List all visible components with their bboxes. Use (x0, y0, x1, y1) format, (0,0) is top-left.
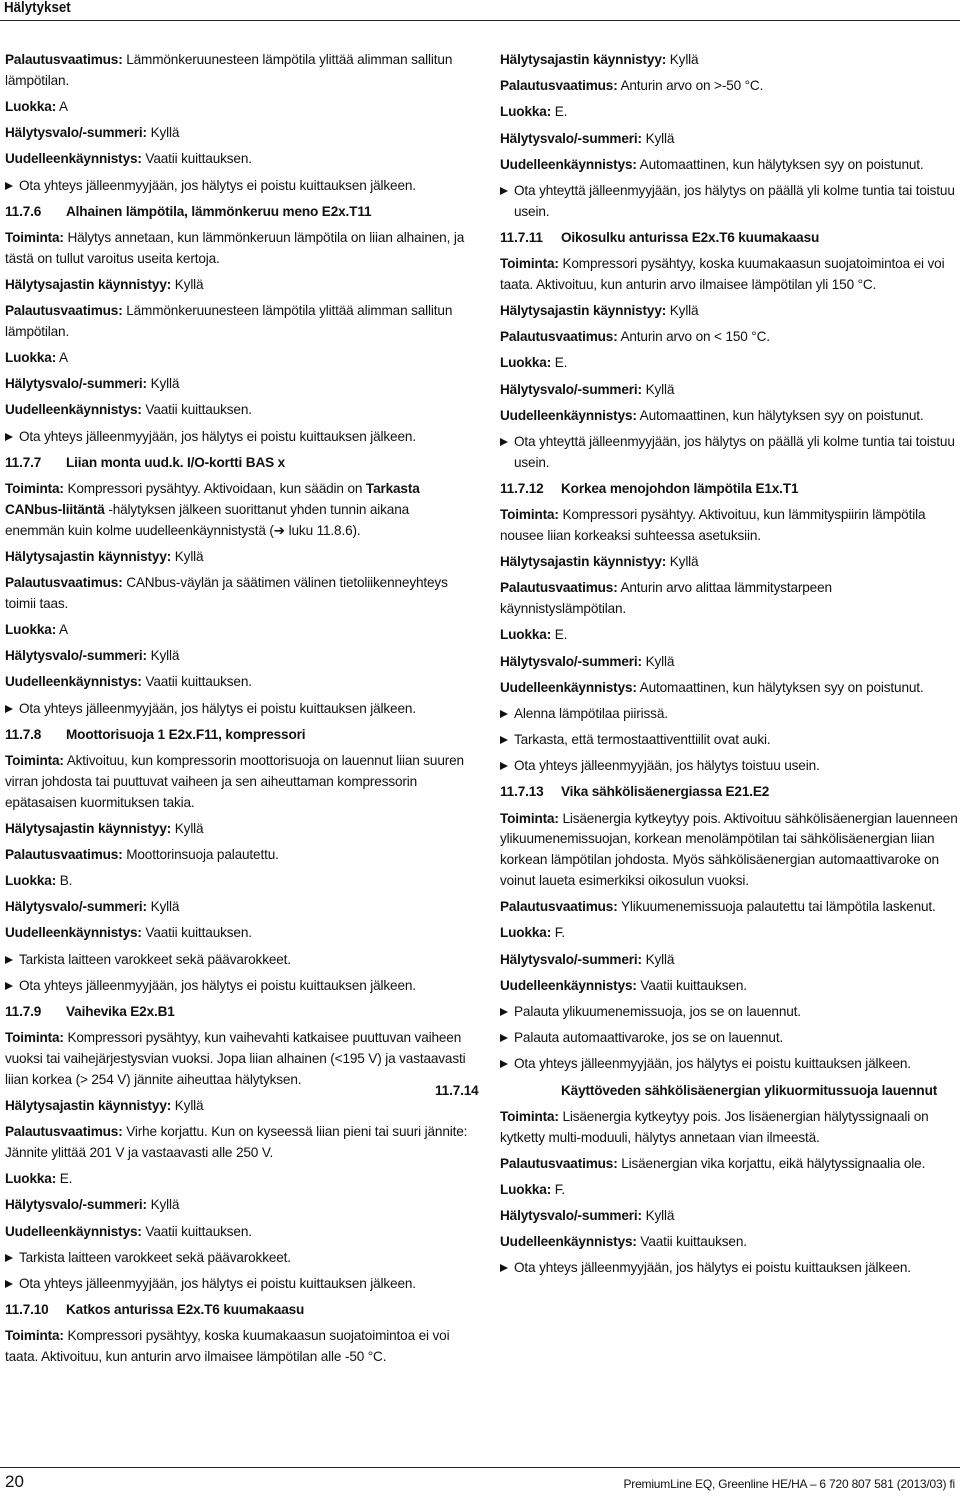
field-value: Kyllä (645, 1208, 675, 1224)
bullet-item: Ota yhteyttä jälleenmyyjään, jos hälytys on päällä yli kolme tuntia tai toistuu usein. (500, 181, 958, 223)
field-value: Vaatii kuittauksen. (640, 977, 747, 993)
paragraph (500, 678, 958, 699)
paragraph (500, 1206, 958, 1227)
footer-divider (0, 1467, 960, 1468)
field-value: Moottorinsuoja palautettu. (126, 846, 279, 862)
field-value: Lämmönkeruunesteen lämpötila ylittää alimman sallitun lämpötilan. (5, 303, 453, 339)
section-heading (500, 782, 958, 803)
field-label: Toiminta: (5, 752, 64, 768)
field-value: Vaatii kuittauksen. (640, 1234, 747, 1250)
paragraph (5, 1222, 468, 1243)
field-value: B. (59, 873, 73, 889)
field-value: Kyllä (645, 130, 675, 146)
field-value: Vaatii kuittauksen. (145, 674, 252, 690)
bullet-item: Tarkista laitteen varokkeet sekä päävarokkeet. (5, 950, 468, 971)
field-label: Palautusvaatimus: (5, 846, 123, 862)
bullet-item: Ota yhteys jälleenmyyjään, jos hälytys ei poistu kuittauksen jälkeen. (5, 976, 468, 997)
field-value: Kyllä (669, 303, 699, 319)
field-value: F. (554, 925, 565, 941)
field-value: Anturin arvo on < 150 °C. (620, 329, 770, 345)
field-label: Luokka: (5, 873, 57, 889)
paragraph (5, 897, 468, 918)
field-label: Hälytysajastin käynnistyy: (500, 52, 667, 67)
field-value: A (58, 621, 68, 637)
bullet-item: Ota yhteys jälleenmyyjään, jos hälytys ei poistu kuittauksen jälkeen. (5, 699, 468, 720)
paragraph (5, 348, 468, 369)
field-label: Toiminta: (500, 810, 559, 826)
paragraph (5, 751, 468, 813)
bullet-item: Ota yhteys jälleenmyyjään, jos hälytys ei poistu kuittauksen jälkeen. (500, 1054, 958, 1075)
field-value: Kyllä (174, 820, 204, 836)
paragraph (500, 155, 958, 176)
paragraph (5, 646, 468, 667)
paragraph (5, 547, 468, 568)
paragraph (500, 129, 958, 150)
paragraph (500, 976, 958, 997)
field-value: E. (554, 627, 568, 643)
header-title: Hälytykset (4, 0, 71, 16)
field-value: Kyllä (669, 554, 699, 570)
field-label: Hälytysvalo/-summeri: (5, 899, 147, 915)
section-number: 11.7.10 (5, 1302, 49, 1318)
paragraph (500, 1180, 958, 1201)
field-label: Hälytysvalo/-summeri: (500, 1208, 642, 1224)
field-label: Palautusvaatimus: (500, 899, 618, 915)
paragraph (5, 50, 468, 92)
field-value: Kyllä (150, 648, 180, 664)
paragraph (500, 505, 958, 547)
field-label: Hälytysajastin käynnistyy: (5, 1097, 172, 1113)
field-value: Anturin arvo on >-50 °C. (620, 78, 764, 94)
field-label: Palautusvaatimus: (5, 303, 123, 319)
field-value: Vaatii kuittauksen. (145, 402, 252, 418)
field-label: Uudelleenkäynnistys: (500, 407, 637, 423)
section-heading (5, 725, 468, 746)
field-label: Hälytysvalo/-summeri: (5, 1197, 147, 1213)
field-label: Luokka: (5, 98, 57, 114)
section-heading (500, 228, 958, 249)
field-value: Lämmönkeruunesteen lämpötila ylittää alimman sallitun lämpötilan. (5, 52, 453, 88)
bullet-item: Ota yhteys jälleenmyyjään, jos hälytys toistuu usein. (500, 756, 958, 777)
field-label: Toiminta: (500, 1108, 559, 1124)
bullet-item: Ota yhteyttä jälleenmyyjään, jos hälytys on päällä yli kolme tuntia tai toistuu usein. (500, 432, 958, 474)
section-number: 11.7.7 (5, 454, 42, 470)
paragraph (500, 406, 958, 427)
field-value: Kyllä (150, 376, 180, 392)
field-value: Anturin arvo alittaa lämmitystarpeen käynnistyslämpötilan. (500, 580, 832, 617)
section-heading (5, 1300, 468, 1321)
field-label: Hälytysvalo/-summeri: (5, 648, 147, 664)
right-column (435, 50, 958, 1285)
section-title: Katkos anturissa E2x.T6 kuumakaasu (66, 1302, 305, 1318)
field-label: Palautusvaatimus: (500, 580, 618, 596)
field-value: Kyllä (669, 52, 699, 67)
field-value: E. (59, 1171, 73, 1187)
field-value: E. (554, 104, 568, 120)
paragraph (5, 923, 468, 944)
section-heading (435, 1081, 958, 1102)
field-value: Automaattinen, kun hälytyksen syy on poistunut. (639, 407, 924, 423)
field-label: Uudelleenkäynnistys: (5, 925, 142, 941)
field-label: Luokka: (500, 627, 552, 643)
field-value: Kyllä (645, 951, 675, 967)
field-label: Uudelleenkäynnistys: (500, 156, 637, 172)
paragraph (5, 400, 468, 421)
paragraph (5, 479, 468, 541)
field-label: Hälytysvalo/-summeri: (5, 125, 147, 141)
field-value: Kyllä (174, 548, 204, 564)
paragraph (500, 76, 958, 97)
paragraph (500, 50, 958, 71)
field-label: Toiminta: (500, 256, 559, 272)
field-value: Kyllä (150, 125, 180, 141)
field-value: E. (554, 355, 568, 371)
section-title: Oikosulku anturissa E2x.T6 kuumakaasu (561, 229, 820, 245)
field-value: Aktivoituu, kun kompressorin moottorisuoja on lauennut liian suuren virran johdosta tai puuttuvat vaiheen ja sen aiheuttaman kompressorin epätasaisen kuormituksen takia. (5, 752, 464, 810)
paragraph (5, 374, 468, 395)
section-number: 11.7.12 (500, 481, 544, 497)
inline-bold-ref: Tarkasta CANbus-liitäntä (5, 481, 420, 517)
section-title: Moottorisuoja 1 E2x.F11, kompressori (66, 726, 306, 742)
paragraph (5, 573, 468, 615)
field-label: Uudelleenkäynnistys: (500, 977, 637, 993)
bullet-item: Alenna lämpötilaa piirissä. (500, 704, 958, 725)
field-label: Palautusvaatimus: (5, 574, 123, 590)
field-label: Hälytysvalo/-summeri: (5, 376, 147, 392)
field-value: A (58, 98, 68, 114)
paragraph (500, 578, 958, 620)
paragraph (5, 301, 468, 343)
field-label: Toiminta: (5, 1328, 64, 1344)
paragraph (5, 1326, 468, 1368)
field-value: Vaatii kuittauksen. (145, 1223, 252, 1239)
field-value: Vaatii kuittauksen. (145, 151, 252, 167)
field-label: Hälytysvalo/-summeri: (500, 130, 642, 146)
paragraph (500, 950, 958, 971)
left-column (5, 50, 468, 1373)
field-label: Hälytysajastin käynnistyy: (5, 548, 172, 564)
field-label: Luokka: (5, 1171, 57, 1187)
field-value: Vaatii kuittauksen. (145, 925, 252, 941)
field-label: Uudelleenkäynnistys: (500, 1234, 637, 1250)
section-title: Liian monta uud.k. I/O-kortti BAS x (66, 454, 286, 470)
field-label: Uudelleenkäynnistys: (5, 151, 142, 167)
field-label: Hälytysvalo/-summeri: (500, 951, 642, 967)
paragraph (5, 228, 468, 270)
field-value: -hälytyksen jälkeen suorittanut yhden tunnin aikana enemmän kuin kolme uudelleenkäynnistystä ( (5, 501, 410, 538)
field-value: Automaattinen, kun hälytyksen syy on poistunut. (639, 156, 924, 172)
section-number: 11.7.9 (5, 1004, 42, 1019)
field-label: Hälytysajastin käynnistyy: (5, 276, 172, 292)
section-title: Vaihevika E2x.B1 (66, 1004, 175, 1019)
field-label: Hälytysvalo/-summeri: (500, 381, 642, 397)
field-value: Aktivoidaan, kun säädin on (203, 481, 363, 497)
paragraph (5, 275, 468, 296)
bullet-item: Ota yhteys jälleenmyyjään, jos hälytys ei poistu kuittauksen jälkeen. (500, 1258, 958, 1279)
field-value: Kompressori pysähtyy, koska kuumakaasun suojatoimintoa ei voi taata. Aktivoituu, kun anturin arvo ilmaisee lämpötilan alle -50 °C. (5, 1328, 450, 1365)
page-header (0, 0, 960, 21)
field-label: Luokka: (5, 621, 57, 637)
bullet-item: Palauta automaattivaroke, jos se on lauennut. (500, 1028, 958, 1049)
field-value: Kompressori pysähtyy, koska kuumakaasun suojatoimintoa ei voi taata. Aktivoituu, kun anturin arvo ilmaisee lämpötilan yli 150 °C. (500, 256, 945, 292)
field-value: Kompressori pysähtyy, kun vaihevahti katkaisee puuttuvan vaiheen vuoksi tai vaihejärjestysvian vuoksi. Jopa liian alhainen (<195 V) ja vastaavasti liian korkea (> 254 V) jännite aiheuttaa hälytyksen. (5, 1030, 466, 1087)
field-value: Kyllä (645, 653, 675, 669)
field-label: Hälytysajastin käynnistyy: (500, 554, 667, 570)
bullet-item: Ota yhteys jälleenmyyjään, jos hälytys ei poistu kuittauksen jälkeen. (5, 427, 468, 448)
paragraph (500, 1232, 958, 1253)
bullet-item: Ota yhteys jälleenmyyjään, jos hälytys ei poistu kuittauksen jälkeen. (5, 176, 468, 197)
bullet-item: Tarkista laitteen varokkeet sekä päävarokkeet. (5, 1248, 468, 1269)
section-title: Vika sähkölisäenergiassa E21.E2 (561, 784, 770, 800)
field-label: Toiminta: (5, 229, 64, 245)
bullet-item: Tarkasta, että termostaattiventtiilit ovat auki. (500, 730, 958, 751)
paragraph (5, 845, 468, 866)
field-label: Palautusvaatimus: (500, 78, 618, 94)
field-value: Lisäenergian vika korjattu, eikä hälytyssignaalia ole. (621, 1155, 926, 1171)
paragraph (500, 652, 958, 673)
paragraph (500, 327, 958, 348)
paragraph (5, 1195, 468, 1216)
field-value: Automaattinen, kun hälytyksen syy on poistunut. (639, 679, 924, 695)
paragraph (500, 809, 958, 892)
field-label: Palautusvaatimus: (5, 52, 123, 67)
chapter-reference: luku 11.8.6). (288, 522, 361, 538)
field-label: Luokka: (500, 104, 552, 120)
section-number: 11.7.14 (435, 1082, 479, 1098)
field-label: Hälytysajastin käynnistyy: (500, 303, 667, 319)
field-value: Kyllä (174, 276, 204, 292)
field-value: Kyllä (150, 1197, 180, 1213)
field-value: Hälytys annetaan, kun lämmönkeruun lämpötila on liian alhainen, ja tästä on tullut varoitus useita kertoja. (5, 229, 465, 266)
paragraph (500, 1154, 958, 1175)
field-label: Uudelleenkäynnistys: (500, 679, 637, 695)
field-value: Lisäenergia kytkeytyy pois. Jos lisäenergian hälytyssignaali on kytketty multi-moduuli, hälytys annetaan vian ilmeestä. (500, 1108, 929, 1145)
field-label: Palautusvaatimus: (500, 329, 618, 345)
footer-document-id: PremiumLine EQ, Greenline HE/HA – 6 720 807 581 (2013/03) fi (623, 1477, 955, 1491)
bullet-item: Ota yhteys jälleenmyyjään, jos hälytys ei poistu kuittauksen jälkeen. (5, 1274, 468, 1295)
section-heading (5, 202, 468, 223)
paragraph (5, 672, 468, 693)
field-label: Uudelleenkäynnistys: (5, 674, 142, 690)
field-value: Kyllä (645, 381, 675, 397)
section-heading (5, 1002, 468, 1023)
paragraph (5, 620, 468, 641)
field-label: Hälytysajastin käynnistyy: (5, 820, 172, 836)
field-label: Luokka: (500, 355, 552, 371)
field-label: Hälytysvalo/-summeri: (500, 653, 642, 669)
section-title: Alhainen lämpötila, lämmönkeruu meno E2x.T11 (66, 203, 372, 219)
paragraph (500, 552, 958, 573)
paragraph (500, 923, 958, 944)
field-value: Lisäenergia kytkeytyy pois. Aktivoituu sähkölisäenergian lauenneen ylikuumenemissuojan, korkean menolämpötilan tai sähkölisäenergian liian korkean lämpötilan johdosta. Myös sähkölisäenergian automaattivaroke on voinut laueta esimerkiksi oikosulun vuoksi. (500, 810, 958, 889)
field-value: Kompressori pysähtyy. (67, 481, 201, 497)
section-number: 11.7.13 (500, 784, 544, 800)
page-number: 20 (5, 1472, 24, 1491)
bullet-item: Palauta ylikuumenemissuoja, jos se on lauennut. (500, 1002, 958, 1023)
paragraph (5, 819, 468, 840)
paragraph (500, 625, 958, 646)
arrow-icon: ➔ (273, 522, 285, 538)
paragraph (5, 123, 468, 144)
field-value: A (58, 350, 68, 366)
field-label: Luokka: (500, 925, 552, 941)
section-number: 11.7.8 (5, 726, 42, 742)
paragraph (5, 1096, 468, 1117)
field-label: Luokka: (500, 1181, 552, 1197)
field-label: Uudelleenkäynnistys: (5, 1223, 142, 1239)
field-value: F. (554, 1181, 565, 1197)
paragraph (500, 254, 958, 296)
paragraph (5, 97, 468, 118)
paragraph (500, 301, 958, 322)
paragraph (5, 1169, 468, 1190)
section-number: 11.7.11 (500, 229, 543, 245)
paragraph (5, 1028, 468, 1090)
paragraph (500, 1107, 958, 1149)
field-label: Palautusvaatimus: (500, 1155, 618, 1171)
paragraph (5, 149, 468, 170)
paragraph (500, 102, 958, 123)
field-label: Toiminta: (5, 1030, 64, 1046)
field-label: Toiminta: (5, 481, 64, 497)
field-label: Luokka: (5, 350, 57, 366)
paragraph (5, 871, 468, 892)
paragraph (500, 380, 958, 401)
section-number: 11.7.6 (5, 203, 42, 219)
paragraph (5, 1122, 468, 1164)
field-value: Kyllä (150, 899, 180, 915)
section-heading (5, 453, 468, 474)
field-label: Palautusvaatimus: (5, 1124, 123, 1140)
section-title: Käyttöveden sähkölisäenergian ylikuormitussuoja lauennut (561, 1082, 938, 1098)
section-title: Korkea menojohdon lämpötila E1x.T1 (561, 481, 799, 497)
field-value: Virhe korjattu. Kun on kyseessä liian pieni tai suuri jännite: Jännite ylittää 201 V ja vastaavasti alle 250 V. (5, 1124, 468, 1160)
field-value: CANbus-väylän ja säätimen välinen tietoliikenneyhteys toimii taas. (5, 574, 448, 611)
field-value: Kyllä (174, 1097, 204, 1113)
paragraph (500, 353, 958, 374)
paragraph (500, 897, 958, 918)
field-label: Uudelleenkäynnistys: (5, 402, 142, 418)
field-value: Kompressori pysähtyy. Aktivoituu, kun lämmityspiirin lämpötila nousee liian korkeaksi suhteessa asetuksiin. (500, 507, 926, 543)
field-label: Toiminta: (500, 507, 559, 523)
field-value: Ylikuumenemissuoja palautettu tai lämpötila laskenut. (620, 899, 936, 915)
section-heading (500, 479, 958, 500)
